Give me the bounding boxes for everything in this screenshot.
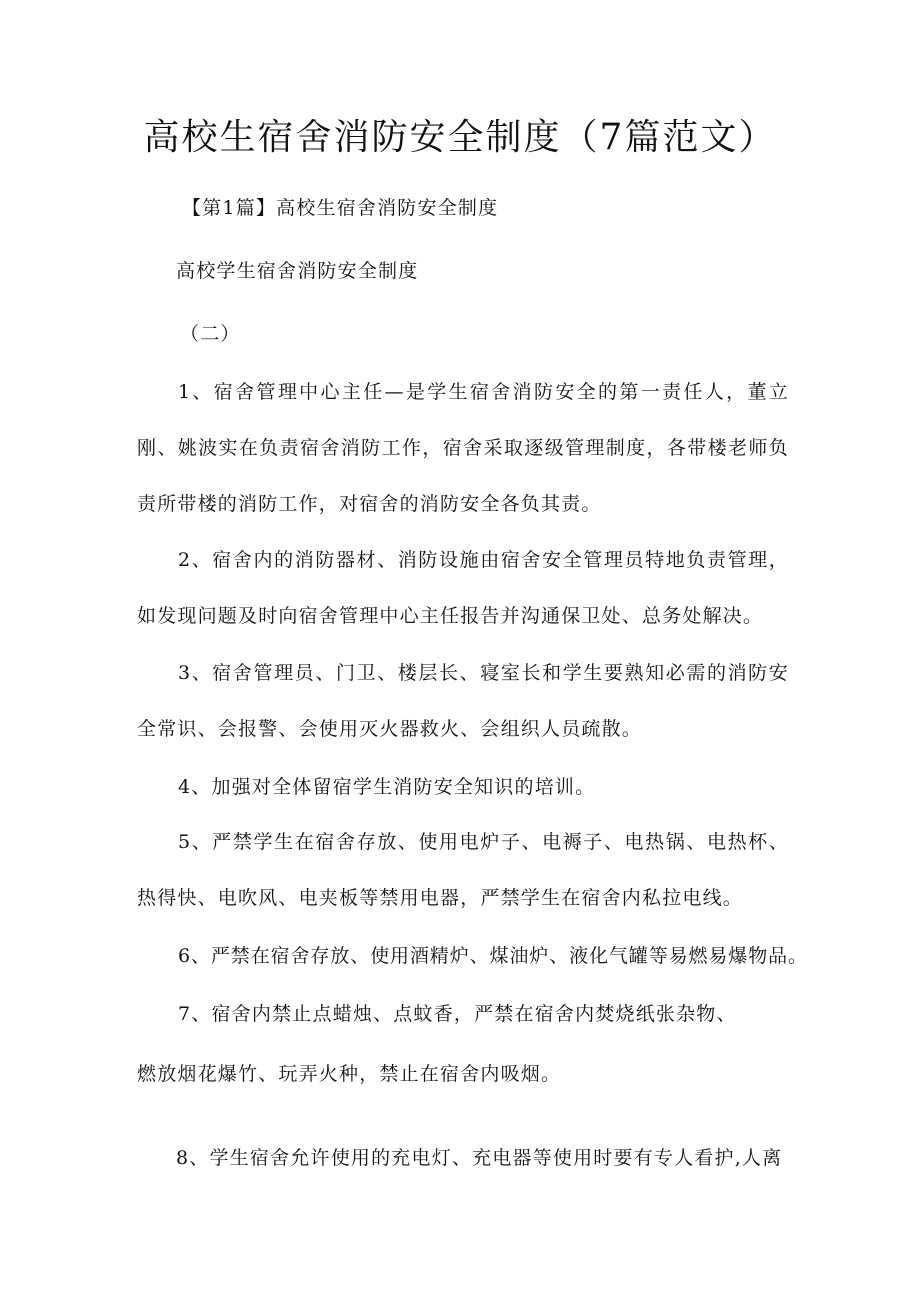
document-subtitle: 高校学生宿舍消防安全制度: [176, 260, 419, 282]
document-title: 高校生宿舍消防安全制度（7篇范文）: [143, 117, 777, 158]
paragraph-item-4: 4、加强对全体留宿学生消防安全知识的培训。: [178, 776, 596, 798]
part-marker: （二）: [180, 323, 241, 345]
paragraph-item-7-continued: 燃放烟花爆竹、玩弄火种，禁止在宿舍内吸烟。: [137, 1063, 562, 1085]
paragraph-item-1: 1、宿舍管理中心主任—是学生宿舍消防安全的第一责任人，董立刚、姚波实在负责宿舍消防工作，宿舍采取逐级管理制度，各带楼老师负责所带楼的消防工作，对宿舍的消防安全各负其责。: [137, 381, 789, 515]
paragraph-item-2: 2、宿舍内的消防器材、消防设施由宿舍安全管理员特地负责管理，如发现问题及时向宿舍管理中心主任报告并沟通保卫处、总务处解决。: [137, 549, 789, 627]
paragraph-item-5: 5、严禁学生在宿舍存放、使用电炉子、电褥子、电热锅、电热杯、热得快、电吹风、电夹板等禁用电器，严禁学生在宿舍内私拉电线。: [137, 831, 789, 909]
paragraph-item-6: 6、严禁在宿舍存放、使用酒精炉、煤油炉、液化气罐等易燃易爆物品。: [178, 945, 808, 967]
paragraph-item-3: 3、宿舍管理员、门卫、楼层长、寝室长和学生要熟知必需的消防安全常识、会报警、会使用灭火器救火、会组织人员疏散。: [137, 662, 789, 740]
section-heading: 【第1篇】高校生宿舍消防安全制度: [182, 197, 499, 219]
paragraph-item-8: 8、学生宿舍允许使用的充电灯、充电器等使用时要有专人看护,人离: [176, 1147, 783, 1169]
paragraph-item-7: 7、宿舍内禁止点蜡烛、点蚊香，严禁在宿舍内焚烧纸张杂物、: [178, 1003, 737, 1025]
